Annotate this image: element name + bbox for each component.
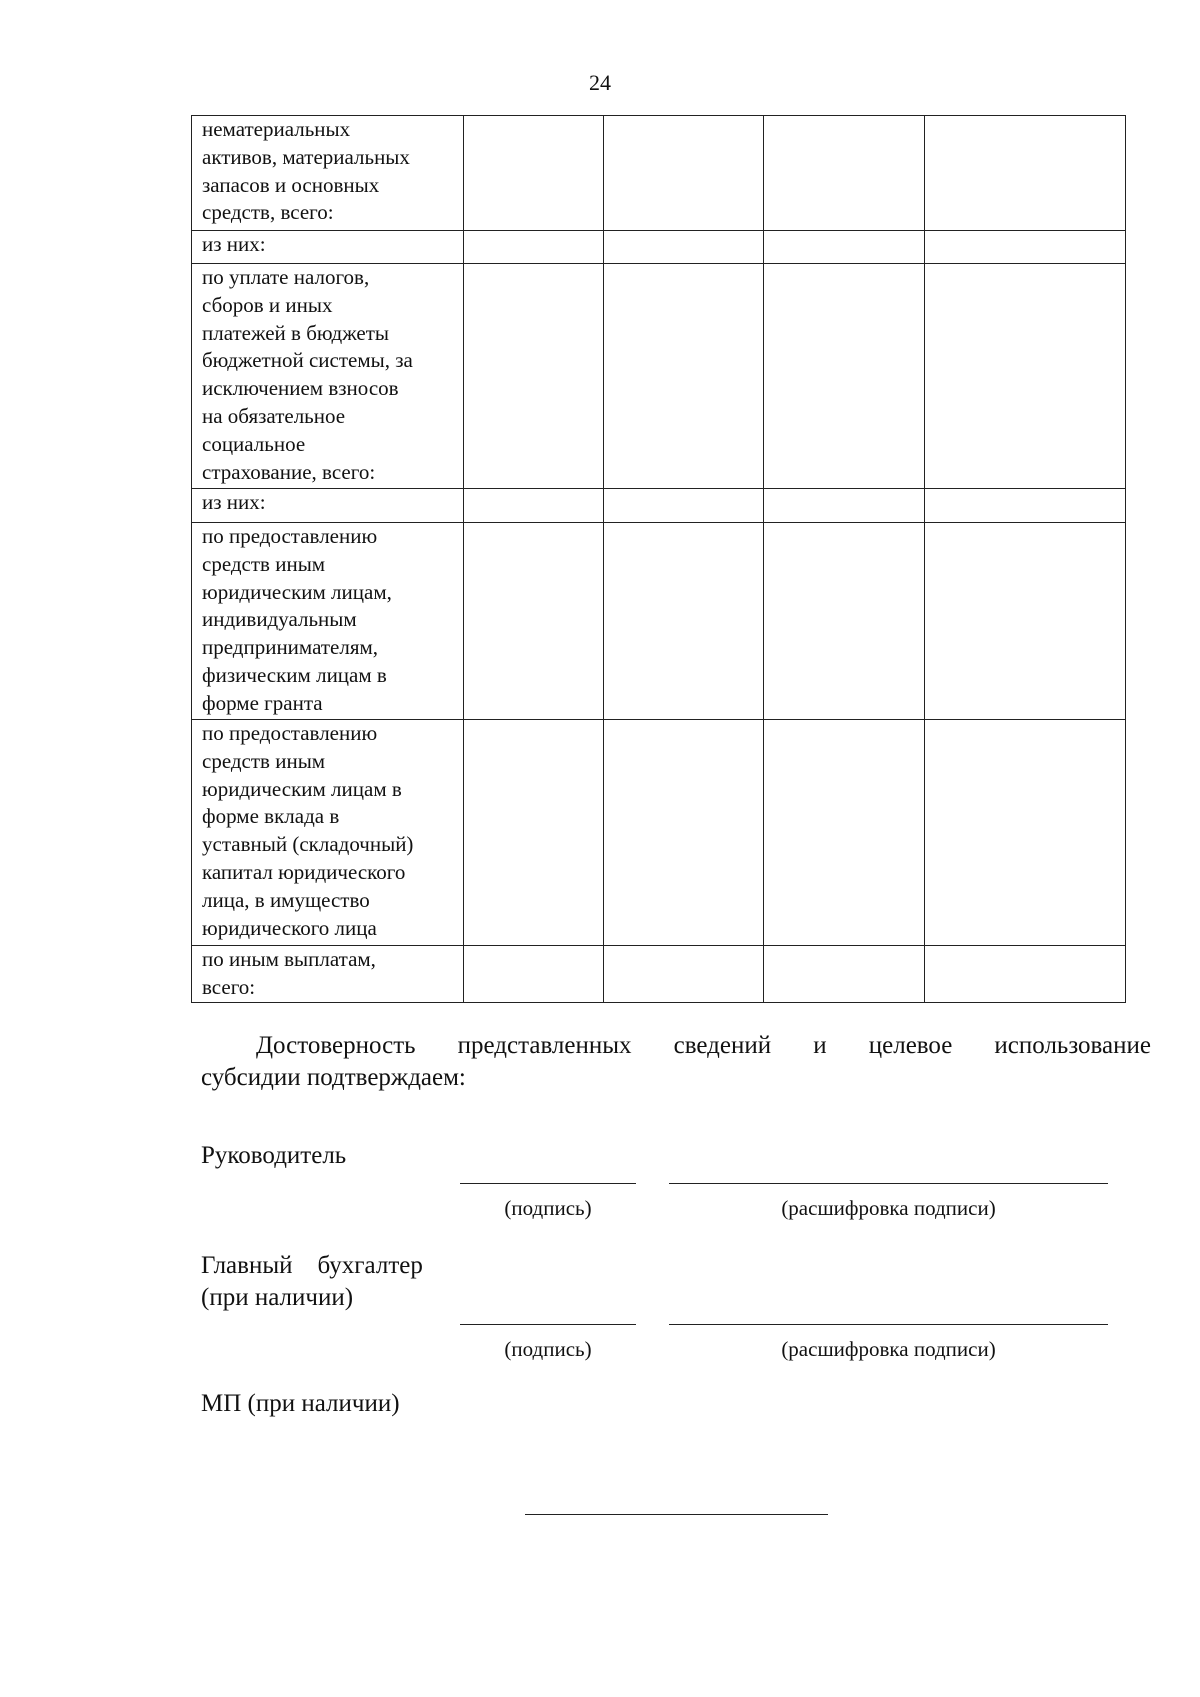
head-signature-caption: (подпись) [504, 1196, 592, 1220]
report-table [191, 115, 1126, 1003]
head-decoding-caption: (расшифровка подписи) [781, 1196, 996, 1220]
confirmation-line-2: субсидии подтверждаем: [201, 1064, 466, 1091]
table-row [192, 489, 1126, 523]
table-cell [464, 489, 604, 523]
row-label: по предоставлению средств иным юридическим лицам в форме вклада в уставный (складочный) капитал юридического лица, в имущество юридического лица [192, 720, 464, 946]
row-label: из них: [192, 231, 464, 264]
table-cell [604, 231, 764, 264]
table-cell [764, 264, 925, 489]
table-cell [925, 946, 1126, 1003]
accountant-signature-line [460, 1324, 636, 1325]
head-title: Руководитель [201, 1142, 347, 1169]
table-row [192, 523, 1126, 720]
table-cell [464, 116, 604, 231]
table-cell [464, 946, 604, 1003]
row-label: по предоставлению средств иным юридическим лицам, индивидуальным предпринимателям, физическим лицам в форме гранта [192, 523, 464, 720]
row-label: нематериальных активов, материальных запасов и основных средств, всего: [192, 116, 464, 231]
confirmation-line-1: Достоверность представленных сведений и целевое использование [256, 1032, 1151, 1059]
accountant-signature-caption: (подпись) [504, 1337, 592, 1361]
table-cell [604, 116, 764, 231]
table-cell [764, 720, 925, 946]
table-cell [464, 720, 604, 946]
stamp-label: МП (при наличии) [201, 1390, 400, 1417]
table-cell [464, 264, 604, 489]
table-row [192, 264, 1126, 489]
accountant-decoding-caption: (расшифровка подписи) [781, 1337, 996, 1361]
table-cell [925, 523, 1126, 720]
table-cell [764, 946, 925, 1003]
table-cell [764, 116, 925, 231]
accountant-title [201, 1250, 423, 1314]
table-cell [604, 523, 764, 720]
table-row [192, 231, 1126, 264]
end-divider [525, 1514, 828, 1515]
table-cell [764, 231, 925, 264]
head-decoding-line [669, 1183, 1108, 1184]
row-label: из них: [192, 489, 464, 523]
table-cell [925, 231, 1126, 264]
table-cell [925, 720, 1126, 946]
table-cell [604, 489, 764, 523]
table-cell [764, 489, 925, 523]
table-cell [604, 264, 764, 489]
table-cell [464, 523, 604, 720]
table-cell [604, 720, 764, 946]
table-cell [464, 231, 604, 264]
table-cell [925, 116, 1126, 231]
table-row [192, 946, 1126, 1003]
row-label: по уплате налогов, сборов и иных платежей в бюджеты бюджетной системы, за исключением взносов на обязательное социальное страхование, всего: [192, 264, 464, 489]
head-signature-line [460, 1183, 636, 1184]
table-cell [925, 264, 1126, 489]
accountant-title-line-2: (при наличии) [201, 1284, 354, 1311]
table-row [192, 720, 1126, 946]
page-number: 24 [589, 70, 611, 95]
accountant-decoding-line [669, 1324, 1108, 1325]
table-row [192, 116, 1126, 231]
table-cell [604, 946, 764, 1003]
row-label: по иным выплатам, всего: [192, 946, 464, 1003]
confirmation-statement [201, 1030, 1151, 1094]
table-cell [925, 489, 1126, 523]
accountant-title-line-1: Главный бухгалтер [201, 1252, 423, 1279]
table-cell [764, 523, 925, 720]
